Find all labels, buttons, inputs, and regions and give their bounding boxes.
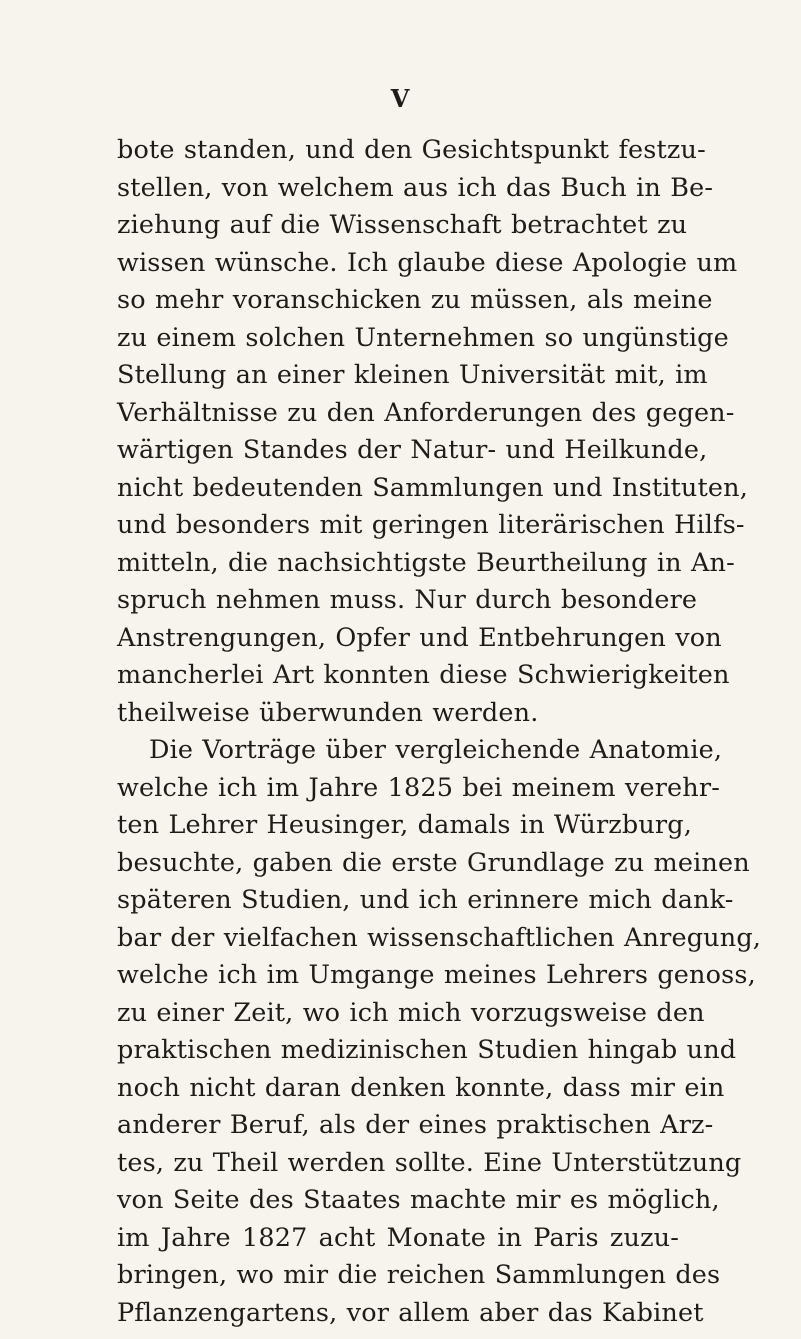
text-line: mancherlei Art konnten diese Schwierigkeiten	[117, 660, 730, 690]
text-line: bote standen, und den Gesichtspunkt festzu-	[117, 135, 706, 165]
body-text	[117, 132, 762, 1332]
text-line: praktischen medizinischen Studien hingab und	[117, 1035, 737, 1065]
text-line: welche ich im Jahre 1825 bei meinem verehr-	[117, 772, 720, 803]
text-line: späteren Studien, und ich erinnere mich dank-	[117, 885, 734, 915]
text-line: zu einer Zeit, wo ich mich vorzugsweise den	[117, 997, 705, 1028]
text-line: bringen, wo mir die reichen Sammlungen des	[117, 1260, 721, 1290]
text-line: bar der vielfachen wissenschaftlichen Anregung,	[117, 922, 762, 953]
text-line: von Seite des Staates machte mir es möglich,	[117, 1185, 720, 1215]
text-line: besuchte, gaben die erste Grundlage zu meinen	[117, 847, 750, 878]
page-number: V	[390, 84, 411, 113]
text-line: nicht bedeutenden Sammlungen und Instituten,	[117, 472, 748, 503]
text-line: Pflanzengartens, vor allem aber das Kabinet	[117, 1297, 704, 1328]
text-line: mitteln, die nachsichtigste Beurtheilung in An-	[117, 547, 735, 578]
text-line: wissen wünsche. Ich glaube diese Apologie um	[117, 247, 738, 278]
text-line: spruch nehmen muss. Nur durch besondere	[117, 585, 698, 615]
text-line: so mehr voranschicken zu müssen, als meine	[117, 285, 713, 315]
text-line: tes, zu Theil werden sollte. Eine Unterstützung	[117, 1147, 742, 1178]
text-line: und besonders mit geringen literärischen Hilfs-	[117, 510, 745, 540]
text-line: wärtigen Standes der Natur- und Heilkunde,	[117, 435, 708, 465]
text-line: welche ich im Umgange meines Lehrers genoss,	[117, 960, 756, 990]
text-line: Verhältnisse zu den Anforderungen des gegen-	[117, 397, 735, 428]
paragraph-end-line: theilweise überwunden werden.	[117, 697, 539, 728]
text-line: im Jahre 1827 acht Monate in Paris zuzu-	[117, 1222, 679, 1253]
text-line: zu einem solchen Unternehmen so ungünstige	[117, 322, 729, 353]
text-line: ziehung auf die Wissenschaft betrachtet zu	[117, 210, 688, 240]
text-line: Stellung an einer kleinen Universität mit, im	[117, 360, 708, 390]
text-line: ten Lehrer Heusinger, damals in Würzburg,	[117, 810, 693, 840]
text-line: Anstrengungen, Opfer und Entbehrungen von	[117, 622, 722, 653]
text-line: anderer Beruf, als der eines praktischen Arz-	[117, 1110, 714, 1140]
paragraph-start-line: Die Vorträge über vergleichende Anatomie,	[149, 735, 723, 765]
text-line: stellen, von welchem aus ich das Buch in Be-	[117, 172, 714, 203]
text-line: noch nicht daran denken konnte, dass mir ein	[117, 1072, 725, 1103]
